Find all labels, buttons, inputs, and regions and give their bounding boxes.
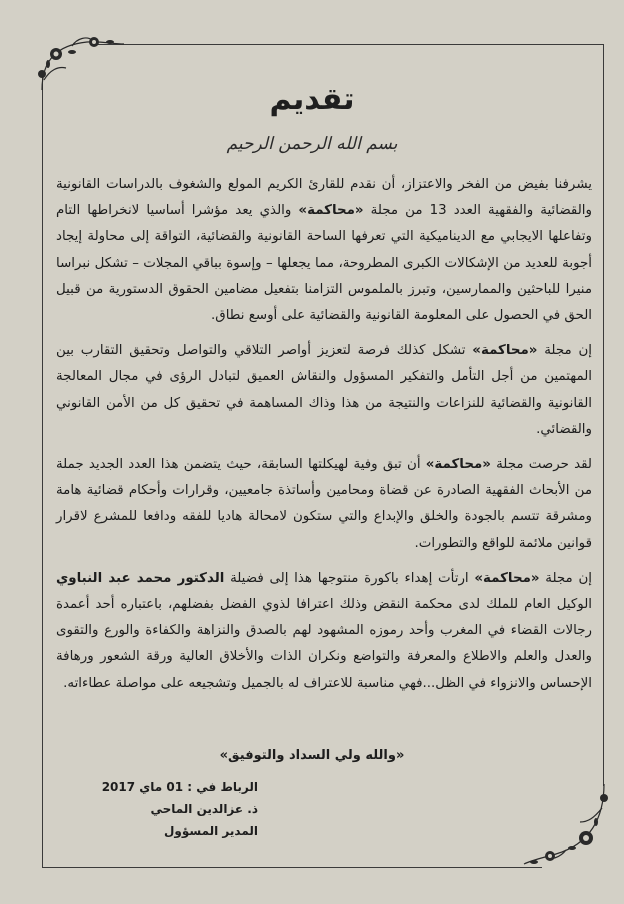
journal-name: «محاكمة» [472, 343, 538, 359]
paragraph-text: والذي يعد مؤشرا أساسيا لانخراطها التام وتفاعلها الايجابي مع الديناميكية التي تعرفها الساحة القانونية والقضائية، التواقة إلى محاولة إيجاد أجوبة للعديد من الإشكالات الكبرى المطروحة، مما يجعلها – وإسوة بباقي المجلات – تشكل نبراسا منيرا للباحثين والممارسين، وتبرز بالملموس التزامنا بتفعيل مضامين الحقوق الدستورية من قبيل الحق في الحصول على المعلومة القانونية والقضائية على أوسع نطاق. [56, 203, 592, 324]
frame-bottom-line [42, 867, 542, 868]
frame-left-line [42, 78, 43, 868]
paragraph-text: يشرفنا بفيض من الفخر والاعتزاز، أن نقدم للقارئ الكريم المولع والشغوف بالدراسات القانونية والقضائية والفقهية العدد 13 من مجلة [56, 177, 592, 219]
page-title: تقديم [269, 82, 355, 117]
place-date: الرباط في : 01 ماي 2017 [101, 780, 258, 794]
floral-ornament-icon [520, 778, 616, 868]
paragraph [56, 452, 592, 557]
paragraph-text: الوكيل العام للملك لدى محكمة النقض وذلك اعترافا لذوي الفضل بفضلهم، باعتباره أحد أعمدة رجالات القضاء في المغرب وأحد رموزه المشهود لهم بالصدق والنزاهة والكفاءة والورع والتقوى والعدل والعلم والاطلاع والمعرفة والتواضع ونكران الذات والأخلاق العالية ورقة الشعور ورهافة الإحساس والانزواء في الظل...فهي مناسبة للاعتراف له بالجميل وتشجيعه على مواصلة عطاءاته. [56, 597, 592, 691]
paragraph-text: ارتأت إهداء باكورة منتوجها هذا إلى فضيلة [224, 570, 475, 586]
journal-name: «محاكمة» [474, 570, 540, 586]
signature-block [58, 776, 258, 842]
floral-ornament-icon [32, 30, 128, 94]
author-name: ذ. عزالدين الماحي [150, 802, 258, 816]
paragraph-text: لقد حرصت مجلة [490, 457, 593, 473]
honoree-name: الدكتور محمد عبد النباوي [56, 570, 225, 586]
frame-right-line [603, 44, 604, 786]
basmala-calligraphy: بسم الله الرحمن الرحيم [226, 134, 398, 154]
closing-phrase: «والله ولي السداد والتوفيق» [219, 748, 405, 763]
paragraph-text: أن تبق وفية لهيكلتها السابقة، حيث يتضمن هذا العدد الجديد جملة من الأبحاث الفقهية الصادرة عن قضاة ومحامين وأساتذة جامعيين، وقرارات وأحكام قضائية هامة ومشرقة تتسم بالجودة والخلق والإبداع والتي ستكون لامحالة هاديا للفقه ودافعا للمشرع لاقرار قوانين ملائمة للواقع والتطورات. [56, 457, 592, 551]
paragraph [56, 172, 592, 329]
paragraph-text: تشكل كذلك فرصة لتعزيز أواصر التلاقي والتواصل وتحقيق التقارب بين المهتمين من أجل التأمل والتفكير المسؤول والنقاش العميق لتبادل الرؤى في مجال المعالجة القانونية والقضائية للنزاعات والنتيجة من هذا وذاك المساهمة في تحقيق كل من الأمن القانوني والقضائي. [56, 343, 592, 437]
body-text [56, 172, 592, 706]
paragraph-text: إن مجلة [539, 570, 593, 586]
paragraph-text: إن مجلة [537, 343, 593, 359]
journal-name: «محاكمة» [298, 203, 364, 219]
frame-top-line [98, 44, 604, 45]
paragraph [56, 566, 592, 697]
paragraph [56, 338, 592, 443]
author-role: المدير المسؤول [163, 824, 258, 838]
journal-name: «محاكمة» [425, 457, 491, 473]
